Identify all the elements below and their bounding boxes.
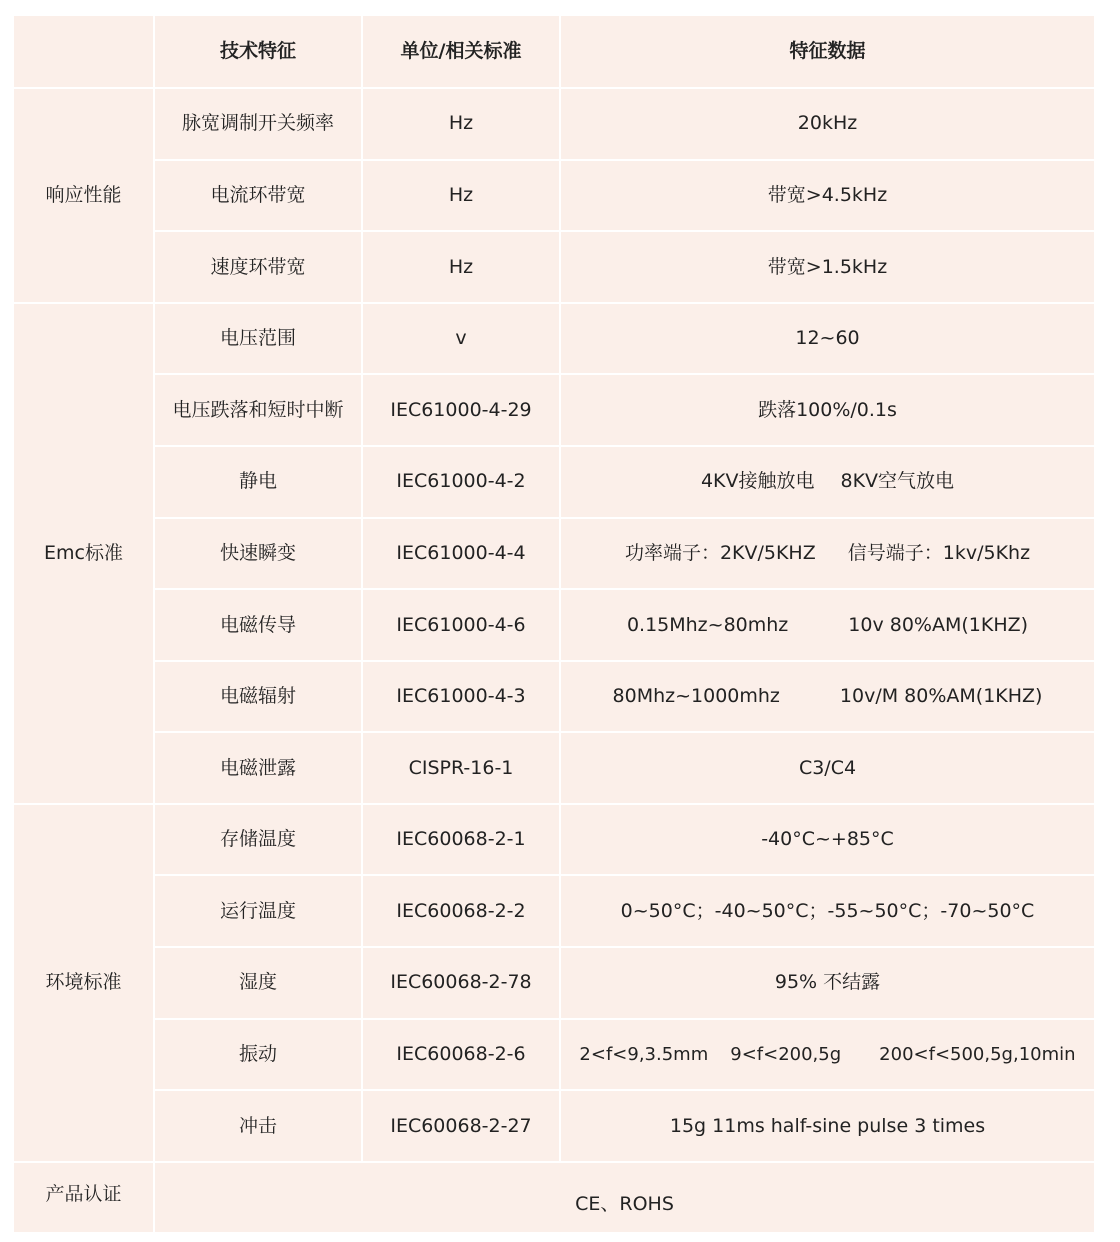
table-row	[14, 1019, 1094, 1091]
unit-cell: IEC60068-2-6	[362, 1019, 560, 1091]
group-emc: Emc标准	[14, 303, 154, 804]
value-cell: 0~50°C；-40~50°C；-55~50°C；-70~50°C	[560, 875, 1094, 947]
value-cell: 95% 不结露	[560, 947, 1094, 1019]
value-part: 200<f<500,5g,10min	[879, 1043, 1076, 1065]
unit-cell: v	[362, 303, 560, 375]
value-part: 4KV接触放电	[700, 470, 815, 493]
table-row	[14, 589, 1094, 661]
table-row	[14, 160, 1094, 232]
value-cell: 带宽>4.5kHz	[560, 160, 1094, 232]
feature-cell: 脉宽调制开关频率	[154, 88, 362, 160]
table-row	[14, 88, 1094, 160]
feature-cell: 电流环带宽	[154, 160, 362, 232]
unit-cell: IEC61000-4-3	[362, 661, 560, 733]
table-row	[14, 231, 1094, 303]
feature-cell: 静电	[154, 446, 362, 518]
value-part: 10v/M 80%AM(1KHZ)	[839, 685, 1043, 708]
unit-cell: IEC61000-4-29	[362, 374, 560, 446]
feature-cell: 存储温度	[154, 804, 362, 876]
table-row	[14, 1162, 1094, 1232]
value-cell	[560, 1019, 1094, 1091]
value-cell	[560, 446, 1094, 518]
unit-cell: IEC61000-4-4	[362, 518, 560, 590]
feature-cell: 速度环带宽	[154, 231, 362, 303]
value-part: 9<f<200,5g	[730, 1043, 842, 1065]
table-row	[14, 303, 1094, 375]
group-certification: 产品认证	[14, 1162, 154, 1232]
feature-cell: 电磁泄露	[154, 732, 362, 804]
unit-cell: IEC60068-2-1	[362, 804, 560, 876]
value-part: 功率端子：2KV/5KHZ	[624, 541, 816, 564]
feature-cell: 运行温度	[154, 875, 362, 947]
header-feature-data: 特征数据	[560, 16, 1094, 88]
value-part: 80Mhz~1000mhz	[612, 685, 780, 708]
feature-cell: 湿度	[154, 947, 362, 1019]
group-response: 响应性能	[14, 88, 154, 303]
unit-cell: IEC60068-2-27	[362, 1090, 560, 1162]
group-environment: 环境标准	[14, 804, 154, 1162]
header-feature: 技术特征	[154, 16, 362, 88]
unit-cell: IEC60068-2-2	[362, 875, 560, 947]
value-part: 8KV空气放电	[840, 470, 955, 493]
value-part: 10v 80%AM(1KHZ)	[848, 613, 1029, 636]
spec-table	[14, 16, 1094, 1232]
table-row	[14, 875, 1094, 947]
value-cell: 跌落100%/0.1s	[560, 374, 1094, 446]
value-cell: 带宽>1.5kHz	[560, 231, 1094, 303]
unit-cell: Hz	[362, 88, 560, 160]
table-row	[14, 661, 1094, 733]
value-part: 0.15Mhz~80mhz	[626, 613, 789, 636]
unit-cell: IEC61000-4-2	[362, 446, 560, 518]
unit-cell: IEC61000-4-6	[362, 589, 560, 661]
feature-cell: 电压范围	[154, 303, 362, 375]
table-row	[14, 732, 1094, 804]
value-part: 2<f<9,3.5mm	[579, 1043, 709, 1065]
header-unit-standard: 单位/相关标准	[362, 16, 560, 88]
feature-cell: 电磁辐射	[154, 661, 362, 733]
table-row	[14, 1090, 1094, 1162]
table-row	[14, 374, 1094, 446]
table-row	[14, 947, 1094, 1019]
header-row	[14, 16, 1094, 88]
header-group-cell	[14, 16, 154, 88]
table-row	[14, 446, 1094, 518]
feature-cell: 电磁传导	[154, 589, 362, 661]
value-cell: C3/C4	[560, 732, 1094, 804]
table-row	[14, 518, 1094, 590]
value-cell	[560, 661, 1094, 733]
unit-cell: IEC60068-2-78	[362, 947, 560, 1019]
feature-cell: 冲击	[154, 1090, 362, 1162]
value-part: 信号端子：1kv/5Khz	[847, 541, 1031, 564]
table-row	[14, 804, 1094, 876]
value-cell	[560, 518, 1094, 590]
feature-cell: 振动	[154, 1019, 362, 1091]
value-cell: 15g 11ms half-sine pulse 3 times	[560, 1090, 1094, 1162]
unit-cell: CISPR-16-1	[362, 732, 560, 804]
value-cell: 20kHz	[560, 88, 1094, 160]
unit-cell: Hz	[362, 231, 560, 303]
value-cell: -40°C~+85°C	[560, 804, 1094, 876]
feature-cell: 电压跌落和短时中断	[154, 374, 362, 446]
value-cell	[560, 589, 1094, 661]
certification-value: CE、ROHS	[154, 1162, 1094, 1232]
feature-cell: 快速瞬变	[154, 518, 362, 590]
unit-cell: Hz	[362, 160, 560, 232]
value-cell: 12~60	[560, 303, 1094, 375]
